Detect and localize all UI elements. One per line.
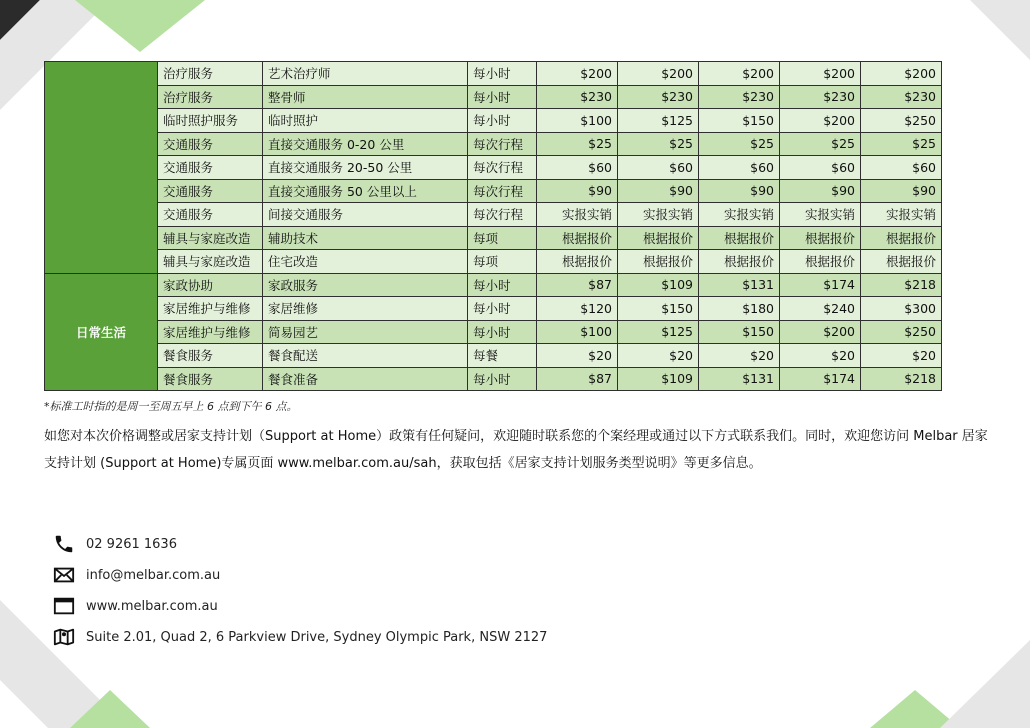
price-cell: $109 xyxy=(618,273,699,297)
table-row xyxy=(45,179,942,203)
price-cell: $60 xyxy=(618,156,699,180)
price-cell: $200 xyxy=(861,62,942,86)
price-cell: $90 xyxy=(618,179,699,203)
browser-window-icon xyxy=(52,595,76,617)
price-cell: $125 xyxy=(618,320,699,344)
service-name-cell: 临时照护 xyxy=(263,109,468,133)
price-cell: $25 xyxy=(861,132,942,156)
price-cell: $20 xyxy=(618,344,699,368)
price-cell: $20 xyxy=(699,344,780,368)
price-cell: $90 xyxy=(780,179,861,203)
service-name-cell: 简易园艺 xyxy=(263,320,468,344)
price-cell: $250 xyxy=(861,109,942,133)
service-type-cell: 餐食服务 xyxy=(158,344,263,368)
price-cell: $230 xyxy=(699,85,780,109)
price-cell: $120 xyxy=(537,297,618,321)
contact-paragraph: 如您对本次价格调整或居家支持计划（Support at Home）政策有任何疑问，欢迎随时联系您的个案经理或通过以下方式联系我们。同时，欢迎您访问 Melbar 居家支持计划 (Support at Home)专属页面 www.melbar.com.au/sah，获取包括《居家支持计划服务类型说明》等更多信息。 xyxy=(44,429,988,471)
service-type-cell: 家居维护与维修 xyxy=(158,320,263,344)
email-row[interactable] xyxy=(52,564,220,586)
price-cell: 实报实销 xyxy=(699,203,780,227)
price-cell: 实报实销 xyxy=(618,203,699,227)
price-cell: $25 xyxy=(537,132,618,156)
service-type-cell: 交通服务 xyxy=(158,179,263,203)
price-cell: $100 xyxy=(537,109,618,133)
unit-cell: 每小时 xyxy=(468,320,537,344)
price-cell: $300 xyxy=(861,297,942,321)
price-cell: $200 xyxy=(537,62,618,86)
unit-cell: 每次行程 xyxy=(468,179,537,203)
price-cell: $174 xyxy=(780,273,861,297)
price-cell: $150 xyxy=(699,320,780,344)
table-row xyxy=(45,109,942,133)
table-row xyxy=(45,85,942,109)
price-cell: 根据报价 xyxy=(699,226,780,250)
table-row xyxy=(45,132,942,156)
table-row xyxy=(45,203,942,227)
unit-cell: 每次行程 xyxy=(468,156,537,180)
top-left-green-triangle xyxy=(75,0,205,52)
price-cell: $230 xyxy=(861,85,942,109)
service-name-cell: 家政服务 xyxy=(263,273,468,297)
service-type-cell: 家居维护与维修 xyxy=(158,297,263,321)
price-cell: $218 xyxy=(861,367,942,391)
table-row xyxy=(45,297,942,321)
table-row xyxy=(45,226,942,250)
price-cell: 根据报价 xyxy=(618,226,699,250)
group-label: 日常生活 xyxy=(45,273,158,391)
service-name-cell: 直接交通服务 50 公里以上 xyxy=(263,179,468,203)
price-cell: $200 xyxy=(780,62,861,86)
mail-icon xyxy=(52,564,76,586)
price-cell: 根据报价 xyxy=(780,250,861,274)
service-type-cell: 治疗服务 xyxy=(158,62,263,86)
price-cell: $90 xyxy=(537,179,618,203)
price-cell: $230 xyxy=(618,85,699,109)
website-text: www.melbar.com.au xyxy=(86,598,218,614)
group-label xyxy=(45,62,158,274)
price-cell: $200 xyxy=(699,62,780,86)
email-text: info@melbar.com.au xyxy=(86,567,221,583)
unit-cell: 每小时 xyxy=(468,297,537,321)
service-type-cell: 交通服务 xyxy=(158,203,263,227)
price-cell: $131 xyxy=(699,273,780,297)
phone-text: 02 9261 1636 xyxy=(86,536,177,552)
price-cell: $60 xyxy=(780,156,861,180)
price-cell: $60 xyxy=(699,156,780,180)
service-name-cell: 辅助技术 xyxy=(263,226,468,250)
table-row xyxy=(45,250,942,274)
table-row xyxy=(45,62,942,86)
price-cell: $131 xyxy=(699,367,780,391)
top-right-gray-stripe xyxy=(970,0,1030,60)
service-name-cell: 直接交通服务 0-20 公里 xyxy=(263,132,468,156)
bottom-right-gray-stripe xyxy=(940,640,1030,728)
service-type-cell: 辅具与家庭改造 xyxy=(158,226,263,250)
table-row xyxy=(45,367,942,391)
price-cell: $150 xyxy=(618,297,699,321)
price-cell: $125 xyxy=(618,109,699,133)
price-cell: $218 xyxy=(861,273,942,297)
unit-cell: 每项 xyxy=(468,250,537,274)
price-cell: $109 xyxy=(618,367,699,391)
price-cell: $180 xyxy=(699,297,780,321)
table-row xyxy=(45,344,942,368)
map-icon xyxy=(52,626,76,648)
price-cell: 实报实销 xyxy=(861,203,942,227)
price-cell: $90 xyxy=(699,179,780,203)
price-cell: 根据报价 xyxy=(780,226,861,250)
price-cell: 根据报价 xyxy=(861,250,942,274)
service-name-cell: 间接交通服务 xyxy=(263,203,468,227)
unit-cell: 每小时 xyxy=(468,85,537,109)
service-name-cell: 餐食准备 xyxy=(263,367,468,391)
unit-cell: 每次行程 xyxy=(468,203,537,227)
unit-cell: 每小时 xyxy=(468,273,537,297)
price-cell: $230 xyxy=(537,85,618,109)
service-type-cell: 餐食服务 xyxy=(158,367,263,391)
price-cell: 根据报价 xyxy=(537,226,618,250)
service-type-cell: 治疗服务 xyxy=(158,85,263,109)
price-cell: $90 xyxy=(861,179,942,203)
price-cell: $20 xyxy=(780,344,861,368)
price-table xyxy=(44,61,942,391)
price-cell: 实报实销 xyxy=(537,203,618,227)
price-cell: $60 xyxy=(861,156,942,180)
service-type-cell: 临时照护服务 xyxy=(158,109,263,133)
address-row[interactable] xyxy=(52,626,547,648)
phone-icon xyxy=(52,533,76,555)
price-cell: $200 xyxy=(618,62,699,86)
service-name-cell: 直接交通服务 20-50 公里 xyxy=(263,156,468,180)
table-row xyxy=(45,156,942,180)
price-cell: $200 xyxy=(780,109,861,133)
price-cell: $87 xyxy=(537,367,618,391)
price-cell: $174 xyxy=(780,367,861,391)
price-cell: $25 xyxy=(780,132,861,156)
price-cell: $100 xyxy=(537,320,618,344)
price-cell: $87 xyxy=(537,273,618,297)
price-cell: $60 xyxy=(537,156,618,180)
website-row[interactable] xyxy=(52,595,218,617)
price-cell: $200 xyxy=(780,320,861,344)
service-type-cell: 家政协助 xyxy=(158,273,263,297)
price-cell: $20 xyxy=(861,344,942,368)
price-cell: 根据报价 xyxy=(537,250,618,274)
price-cell: $150 xyxy=(699,109,780,133)
phone-row[interactable] xyxy=(52,533,177,555)
table-row xyxy=(45,273,942,297)
address-text: Suite 2.01, Quad 2, 6 Parkview Drive, Sydney Olympic Park, NSW 2127 xyxy=(86,629,548,645)
table-row xyxy=(45,320,942,344)
price-table-body xyxy=(45,62,942,391)
price-cell: 根据报价 xyxy=(618,250,699,274)
price-cell: $25 xyxy=(618,132,699,156)
price-cell: $230 xyxy=(780,85,861,109)
service-type-cell: 交通服务 xyxy=(158,132,263,156)
service-name-cell: 整骨师 xyxy=(263,85,468,109)
unit-cell: 每小时 xyxy=(468,62,537,86)
unit-cell: 每小时 xyxy=(468,109,537,133)
price-cell: 实报实销 xyxy=(780,203,861,227)
service-type-cell: 交通服务 xyxy=(158,156,263,180)
service-name-cell: 住宅改造 xyxy=(263,250,468,274)
service-name-cell: 餐食配送 xyxy=(263,344,468,368)
service-type-cell: 辅具与家庭改造 xyxy=(158,250,263,274)
unit-cell: 每次行程 xyxy=(468,132,537,156)
unit-cell: 每餐 xyxy=(468,344,537,368)
price-cell: $250 xyxy=(861,320,942,344)
footnote: *标准工时指的是周一至周五早上 6 点到下午 6 点。 xyxy=(44,400,298,413)
price-cell: $25 xyxy=(699,132,780,156)
service-name-cell: 家居维修 xyxy=(263,297,468,321)
unit-cell: 每小时 xyxy=(468,367,537,391)
service-name-cell: 艺术治疗师 xyxy=(263,62,468,86)
price-cell: $20 xyxy=(537,344,618,368)
unit-cell: 每项 xyxy=(468,226,537,250)
price-cell: 根据报价 xyxy=(699,250,780,274)
price-cell: $240 xyxy=(780,297,861,321)
price-cell: 根据报价 xyxy=(861,226,942,250)
